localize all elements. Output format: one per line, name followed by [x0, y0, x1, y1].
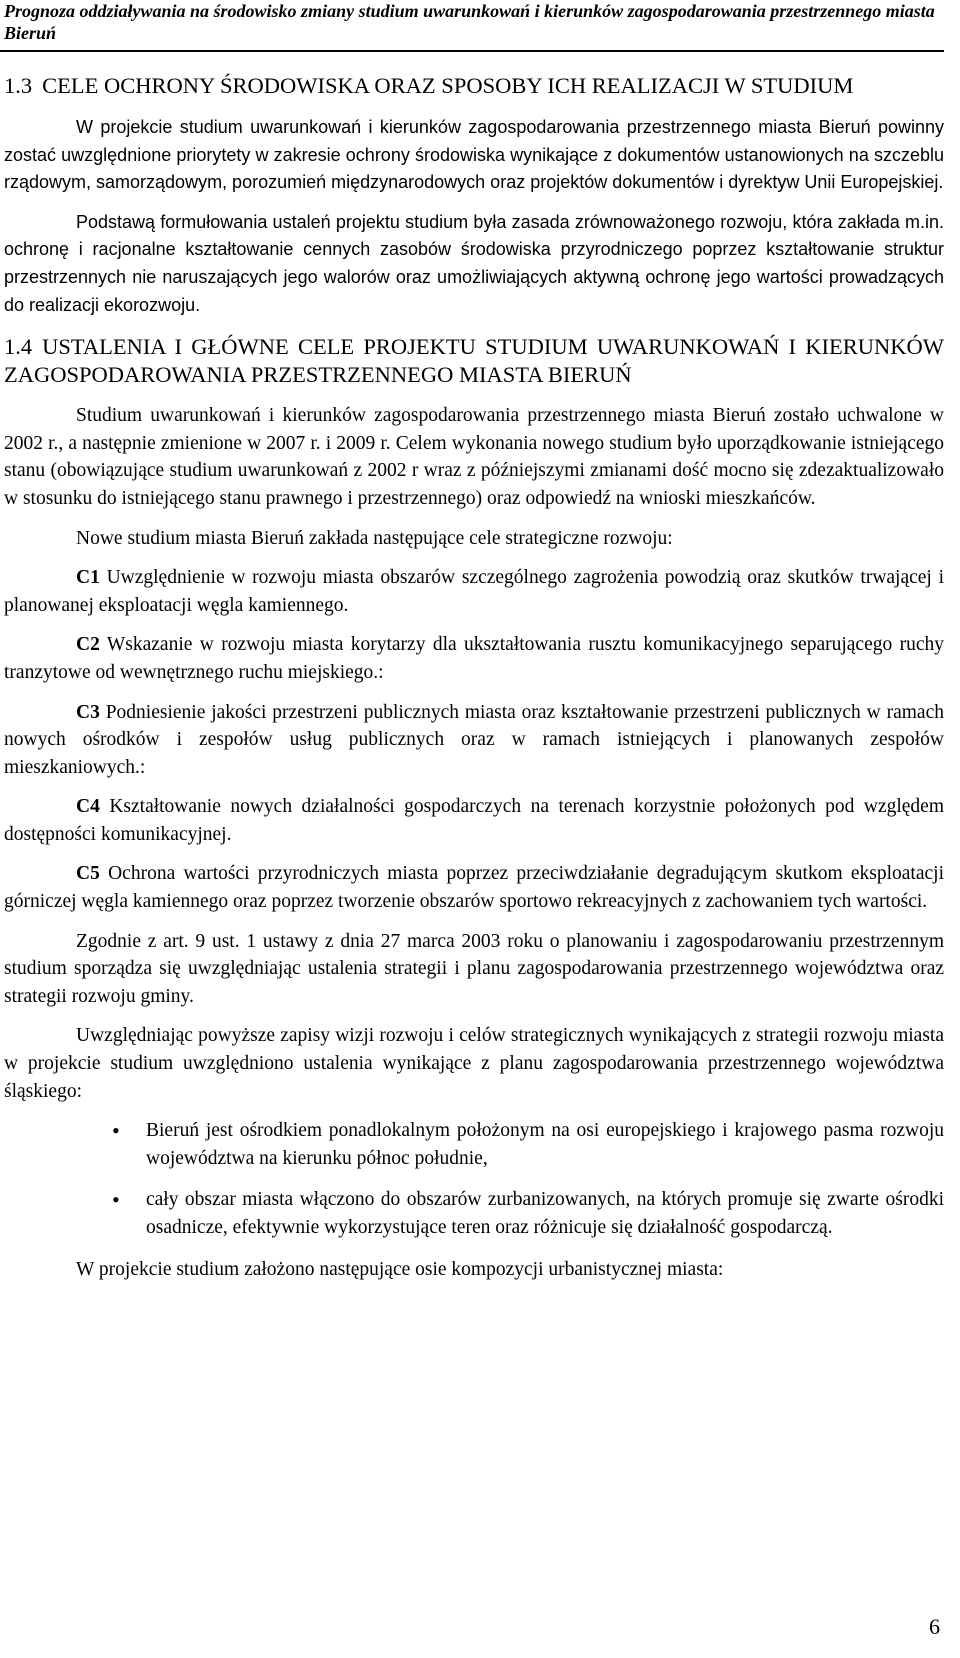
goal-text: Podniesienie jakości przestrzeni publicznych miasta oraz kształtowanie przestrzeni publicznych w ramach nowych ośrodków i zespołów usług publicznych oraz w ramach istniejących i planowanych zespołów mieszkaniowych.:	[4, 701, 944, 778]
header-rule	[0, 50, 944, 52]
goal-text: Wskazanie w rozwoju miasta korytarzy dla ukształtowania rusztu komunikacyjnego separującego ruchy tranzytowe od wewnętrznego ruchu miejskiego.:	[4, 634, 944, 683]
section-heading-1-3	[4, 72, 944, 100]
bullet-icon: •	[112, 1187, 120, 1213]
list-item	[4, 1186, 944, 1241]
section-title: USTALENIA I GŁÓWNE CELE PROJEKTU STUDIUM UWARUNKOWAŃ I KIERUNKÓW ZAGOSPODAROWANIA PRZESTRZENNEGO MIASTA BIERUŃ	[4, 334, 944, 388]
goal-text: Uwzględnienie w rozwoju miasta obszarów szczególnego zagrożenia powodzią oraz skutków trwającej i planowanej eksploatacji węgla kamiennego.	[4, 567, 944, 616]
section-number: 1.4	[4, 334, 33, 360]
goal-item	[4, 699, 944, 782]
goal-code: C4	[76, 796, 100, 818]
goal-code: C2	[76, 634, 100, 656]
running-header: Prognoza oddziaływania na środowisko zmiany studium uwarunkowań i kierunków zagospodarowania przestrzennego miasta Bieruń	[4, 1, 935, 43]
paragraph: Uwzględniając powyższe zapisy wizji rozwoju i celów strategicznych wynikających z strategii rozwoju miasta w projekcie studium uwzględniono ustalenia wynikające z planu zagospodarowania przestrzennego województwa śląskiego:	[4, 1025, 944, 1102]
paragraph: Studium uwarunkowań i kierunków zagospodarowania przestrzennego miasta Bieruń zostało uchwalone w 2002 r., a następnie zmienione w 2007 r. i 2009 r. Celem wykonania nowego studium było uporządkowanie istniejącego stanu (obowiązujące studium uwarunkowań z 2002 r wraz z późniejszymi zmianami dość mocno się zdezaktualizowało w stosunku do istniejącego stanu prawnego i przestrzennego) oraz odpowiedź na wnioski mieszkańców.	[4, 405, 944, 509]
page-number: 6	[929, 1614, 940, 1639]
paragraph: Podstawą formułowania ustaleń projektu studium była zasada zrównoważonego rozwoju, która zakłada m.in. ochronę i racjonalne kształtowanie cennych zasobów środowiska przyrodniczego poprzez kształtowanie struktur przestrzennych nie naruszających jego walorów oraz umożliwiających aktywną ochronę jego wartości prowadzących do realizacji ekorozwoju.	[4, 211, 944, 315]
list-item-text: Bieruń jest ośrodkiem ponadlokalnym położonym na osi europejskiego i krajowego pasma rozwoju województwa na kierunku północ południe,	[146, 1120, 944, 1169]
goal-item	[4, 631, 944, 686]
bullet-list	[4, 1117, 944, 1241]
goal-code: C1	[76, 567, 100, 589]
goal-code: C3	[76, 701, 100, 723]
paragraph: W projekcie studium założono następujące osie kompozycji urbanistycznej miasta:	[76, 1258, 724, 1280]
goal-item	[4, 860, 944, 915]
page-content	[4, 72, 944, 1295]
section-title: CELE OCHRONY ŚRODOWISKA ORAZ SPOSOBY ICH REALIZACJI W STUDIUM	[42, 73, 854, 98]
bullet-icon: •	[112, 1118, 120, 1144]
goal-item	[4, 564, 944, 619]
goal-text: Kształtowanie nowych działalności gospodarczych na terenach korzystnie położonych pod względem dostępności komunikacyjnej.	[4, 796, 944, 845]
section-number: 1.3	[4, 73, 33, 98]
goal-text: Ochrona wartości przyrodniczych miasta poprzez przeciwdziałanie degradującym skutkom eksploatacji górniczej węgla kamiennego oraz poprzez tworzenie obszarów sportowo rekreacyjnych z zachowaniem tych wartości.	[4, 863, 944, 913]
list-item	[4, 1117, 944, 1172]
section-heading-1-4	[4, 333, 944, 389]
paragraph: Nowe studium miasta Bieruń zakłada następujące cele strategiczne rozwoju:	[76, 527, 673, 549]
goal-code: C5	[76, 863, 100, 885]
list-item-text: cały obszar miasta włączono do obszarów zurbanizowanych, na których promuje się zwarte ośrodki osadnicze, efektywnie wykorzystujące teren oraz różnicuje się działalność gospodarczą.	[146, 1189, 944, 1238]
paragraph: Zgodnie z art. 9 ust. 1 ustawy z dnia 27 marca 2003 roku o planowaniu i zagospodarowaniu przestrzennym studium sporządza się uwzględniając ustalenia strategii i planu zagospodarowania przestrzennego województwa oraz strategii rozwoju gminy.	[4, 930, 944, 1007]
goal-item	[4, 793, 944, 848]
paragraph: W projekcie studium uwarunkowań i kierunków zagospodarowania przestrzennego miasta Bieruń powinny zostać uwzględnione priorytety w zakresie ochrony środowiska wynikające z dokumentów ustanowionych na szczeblu rządowym, samorządowym, porozumień międzynarodowych oraz projektów dokumentów i dyrektyw Unii Europejskiej.	[4, 117, 944, 193]
